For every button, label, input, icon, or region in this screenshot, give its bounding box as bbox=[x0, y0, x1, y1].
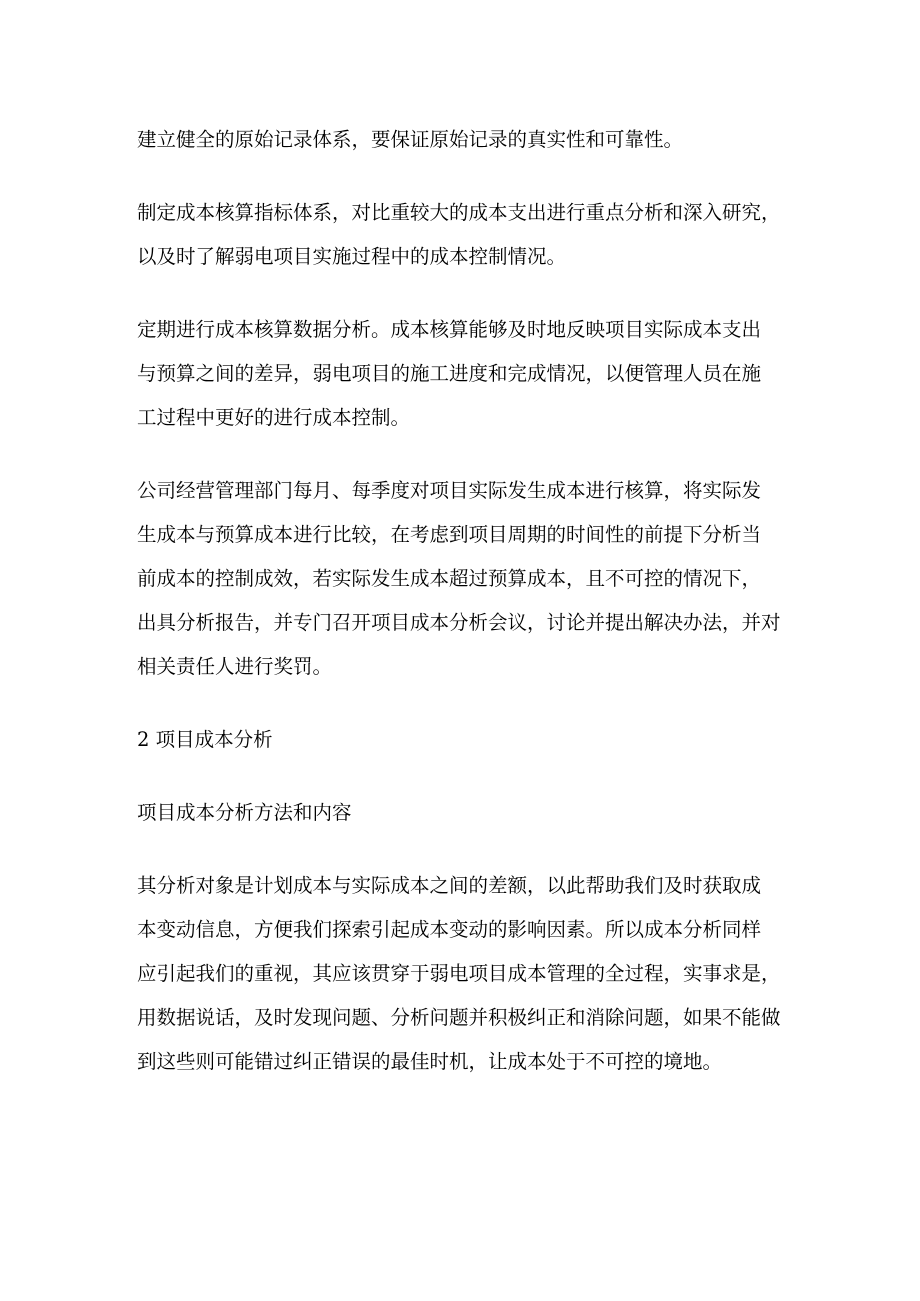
text-line: 公司经营管理部门每月、每季度对项目实际发生成本进行核算，将实际发 bbox=[137, 479, 762, 502]
text-line: 与预算之间的差异，弱电项目的施工进度和完成情况，以便管理人员在施 bbox=[137, 362, 762, 385]
paragraph-original-records bbox=[137, 118, 797, 162]
text-line: 用数据说话，及时发现问题、分析问题并积极纠正和消除问题，如果不能做 bbox=[137, 1006, 781, 1029]
paragraph-management-review bbox=[137, 469, 797, 689]
text-line: 生成本与预算成本进行比较，在考虑到项目周期的时间性的前提下分析当 bbox=[137, 523, 762, 546]
text-line: 建立健全的原始记录体系，要保证原始记录的真实性和可靠性。 bbox=[137, 128, 684, 151]
section-heading bbox=[137, 718, 797, 762]
section-number: 2 bbox=[137, 728, 150, 751]
text-line: 定期进行成本核算数据分析。成本核算能够及时地反映项目实际成本支出 bbox=[137, 318, 762, 341]
subsection-heading: 项目成本分析方法和内容 bbox=[137, 801, 352, 824]
text-line: 到这些则可能错过纠正错误的最佳时机，让成本处于不可控的境地。 bbox=[137, 1050, 723, 1073]
text-line: 前成本的控制成效，若实际发生成本超过预算成本，且不可控的情况下， bbox=[137, 567, 762, 590]
paragraph-cost-indicators bbox=[137, 191, 797, 279]
text-line: 其分析对象是计划成本与实际成本之间的差额，以此帮助我们及时获取成 bbox=[137, 874, 762, 897]
paragraph-cost-analysis bbox=[137, 864, 797, 1084]
paragraph-periodic-analysis bbox=[137, 308, 797, 440]
text-line: 相关责任人进行奖罚。 bbox=[137, 655, 333, 678]
text-line: 以及时了解弱电项目实施过程中的成本控制情况。 bbox=[137, 245, 567, 268]
text-line: 工过程中更好的进行成本控制。 bbox=[137, 406, 411, 429]
text-line: 应引起我们的重视，其应该贯穿于弱电项目成本管理的全过程，实事求是， bbox=[137, 962, 781, 985]
section-title: 项目成本分析 bbox=[155, 728, 273, 751]
document-body bbox=[137, 118, 797, 1113]
text-line: 制定成本核算指标体系，对比重较大的成本支出进行重点分析和深入研究， bbox=[137, 201, 781, 224]
text-line: 出具分析报告，并专门召开项目成本分析会议，讨论并提出解决办法，并对 bbox=[137, 611, 781, 634]
text-line: 本变动信息，方便我们探索引起成本变动的影响因素。所以成本分析同样 bbox=[137, 918, 762, 941]
